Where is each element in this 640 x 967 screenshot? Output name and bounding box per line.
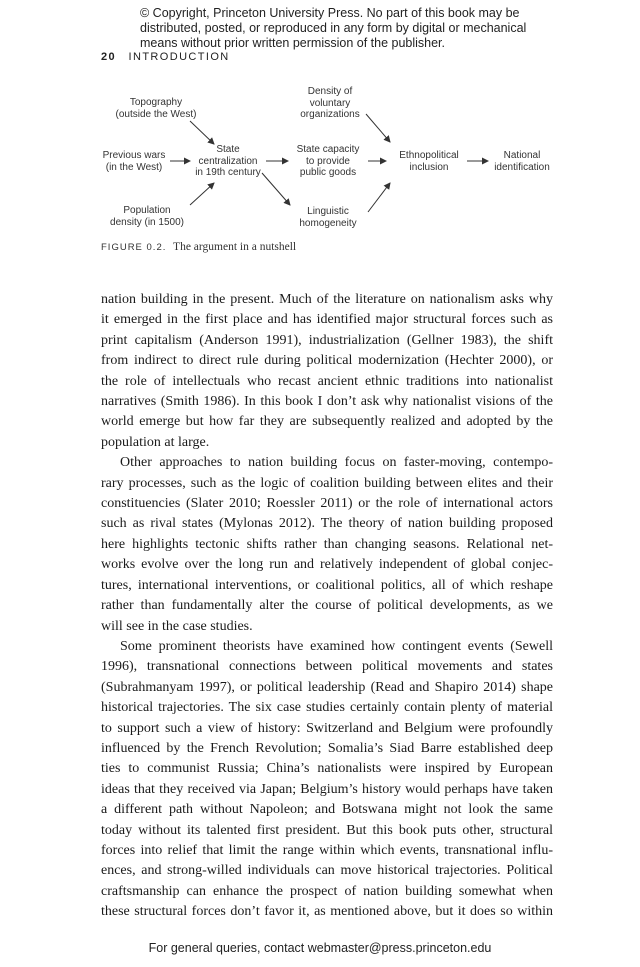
text-line: today without its talented first president. But this book puts other, structural xyxy=(101,822,553,838)
text-line: nation building in the present. Much of the literature on nationalism asks why xyxy=(101,292,553,307)
node-state-centralization: State centralization in 19th century xyxy=(195,144,261,178)
text-line: ties to communist Russia; China’s nationalists were inspired by European xyxy=(101,761,553,777)
figure-caption xyxy=(101,241,296,253)
node-topography: Topography (outside the West) xyxy=(115,97,197,120)
text-line: forces into relief that limit the range within which events, transnational influ- xyxy=(101,842,553,858)
paragraph-1 xyxy=(101,290,553,453)
text-line: works evolve over the long run and relatively independent of global conjec- xyxy=(101,557,553,573)
text-line: (Subrahmanyam 1997), or political leadership (Read and Shapiro 2014) shape xyxy=(101,679,553,695)
text-line: print capitalism (Anderson 1991), industrialization (Gellner 1983), the shift xyxy=(101,332,553,348)
text-line: it emerged in the first place and has identified major structural forces such as xyxy=(101,312,553,328)
text-line: population at large. xyxy=(101,434,210,450)
arrow-linguistic-to-inclusion xyxy=(368,183,390,212)
text-line: these structural forces don’t favor it, as mentioned above, but it does so within xyxy=(101,904,553,920)
paragraph-2 xyxy=(101,453,553,637)
text-line: ences, and strong-willed individuals can move historical trajectories. Political xyxy=(101,863,553,879)
text-line: influenced by the French Revolution; Somalia’s Siad Barre established deep xyxy=(101,740,553,756)
copyright-line: © Copyright, Princeton University Press. No part of this book may be xyxy=(140,6,520,20)
copyright-line: means without prior written permission of the publisher. xyxy=(140,36,446,50)
page-number: 20 xyxy=(101,51,117,63)
node-population-density: Population density (in 1500) xyxy=(110,205,184,228)
copyright-line: distributed, posted, or reproduced in any form by digital or mechanical xyxy=(140,21,527,35)
text-line: 1996), transnational connections between political movements and states xyxy=(101,659,553,675)
text-line: historical trajectories. The six case studies certainly contain plenty of material xyxy=(101,700,553,716)
node-voluntary-organizations: Density of voluntary organizations xyxy=(300,86,360,120)
text-line: the role of intellectuals who recast ancient ethnic traditions into nationalist xyxy=(101,373,553,389)
text-line: will see in the case studies. xyxy=(101,618,253,634)
text-line: such as rival states (Mylonas 2012). The theory of nation building proposed xyxy=(101,516,553,532)
arrow-population-to-centralization xyxy=(190,183,214,205)
text-line: to support such a view of history: Switzerland and Belgium were profoundly xyxy=(101,720,553,736)
footer-contact: For general queries, contact webmaster@press.princeton.edu xyxy=(148,941,492,955)
text-line: from indirect to direct rule during political modernization (Hechter 2000), or xyxy=(101,353,553,369)
text-line: ideas that they received via Japan; Belgium’s history would perhaps have taken xyxy=(101,781,553,797)
text-line: world emerge but how far they are subsequently realized and adopted by the xyxy=(101,414,553,430)
text-line: tures, international interventions, or coalitional politics, all of which reshape xyxy=(101,577,553,593)
text-line: Some prominent theorists have examined how contingent events (Sewell xyxy=(120,638,553,654)
node-state-capacity: State capacity to provide public goods xyxy=(296,144,360,178)
text-line: rary processes, such as the logic of coalition building between elites and their xyxy=(101,475,553,491)
paragraph-3 xyxy=(101,637,553,923)
text-line: rather than fundamentally alter the course of political developments, as we xyxy=(101,598,553,614)
node-ethnopolitical-inclusion: Ethnopolitical inclusion xyxy=(399,150,459,173)
figure-caption-text: The argument in a nutshell xyxy=(173,241,297,253)
text-line: Other approaches to nation building focus on faster-moving, contempo- xyxy=(120,455,553,471)
text-line: a different path without Napoleon; and Botswana might not look the same xyxy=(101,802,553,818)
figure-caption-label: FIGURE 0.2. xyxy=(101,242,167,253)
node-national-identification: National identification xyxy=(494,150,550,173)
text-line: craftsmanship can enhance the prospect of nation building somewhat when xyxy=(101,883,553,899)
arrow-topography-to-centralization xyxy=(190,121,214,144)
body-text xyxy=(101,290,553,923)
text-line: narratives (Smith 1986). In this book I don’t ask why nationalist visions of the xyxy=(101,394,553,410)
text-line: here highlights tectonic shifts rather than changing seasons. Relational net- xyxy=(101,536,553,552)
text-line: constituencies (Slater 2010; Roessler 2011) or the role of international actors xyxy=(101,496,553,512)
node-linguistic-homogeneity: Linguistic homogeneity xyxy=(299,206,357,229)
node-previous-wars: Previous wars (in the West) xyxy=(102,150,166,173)
running-head-title: INTRODUCTION xyxy=(128,51,230,63)
